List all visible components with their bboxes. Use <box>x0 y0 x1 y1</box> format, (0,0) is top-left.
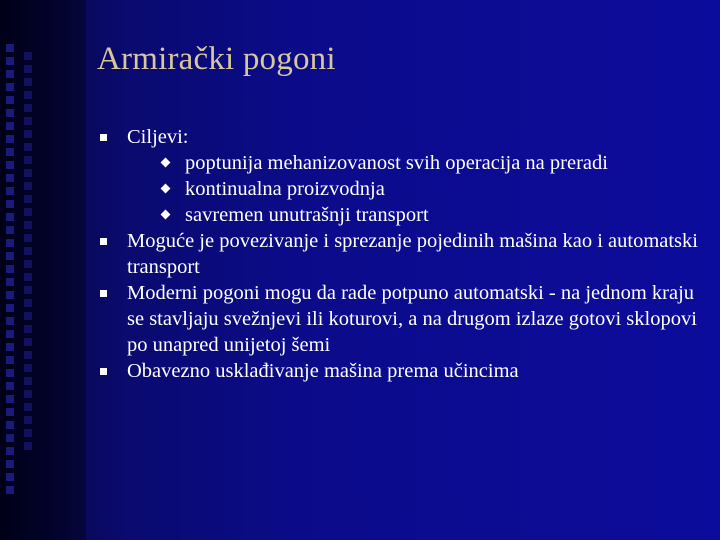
diamond-bullet-icon <box>161 158 171 168</box>
bullet-text: Ciljevi: <box>127 126 189 148</box>
bullet-item <box>100 280 700 358</box>
bullet-item <box>100 358 700 384</box>
bullet-text: Obavezno usklađivanje mašina prema učincima <box>127 360 519 382</box>
square-bullet-icon <box>100 368 107 375</box>
sub-bullet-text: savremen unutrašnji transport <box>185 204 429 226</box>
slide-title: Armirački pogoni <box>97 41 336 77</box>
decorative-square-column-secondary <box>22 52 38 450</box>
square-bullet-icon <box>100 238 107 245</box>
bullet-text: Moguće je povezivanje i sprezanje pojedinih mašina kao i automatski transport <box>127 230 698 278</box>
bullet-item <box>100 228 700 280</box>
slide-content <box>100 124 700 384</box>
sub-bullet-text: kontinualna proizvodnja <box>185 178 385 200</box>
sub-bullet-text: poptunija mehanizovanost svih operacija na preradi <box>185 152 608 174</box>
square-bullet-icon <box>100 290 107 297</box>
sub-bullet-item <box>127 176 700 202</box>
sub-bullet-list <box>127 150 700 228</box>
square-bullet-icon <box>100 134 107 141</box>
bullet-item <box>100 124 700 228</box>
diamond-bullet-icon <box>161 184 171 194</box>
decorative-square-column <box>4 44 20 494</box>
sub-bullet-item <box>127 150 700 176</box>
sub-bullet-item <box>127 202 700 228</box>
diamond-bullet-icon <box>161 210 171 220</box>
bullet-text: Moderni pogoni mogu da rade potpuno automatski - na jednom kraju se stavljaju svežnjevi ili koturovi, a na drugom izlaze gotovi sklopovi po unapred unijetoj šemi <box>127 282 697 356</box>
decorative-left-strip <box>0 0 86 540</box>
